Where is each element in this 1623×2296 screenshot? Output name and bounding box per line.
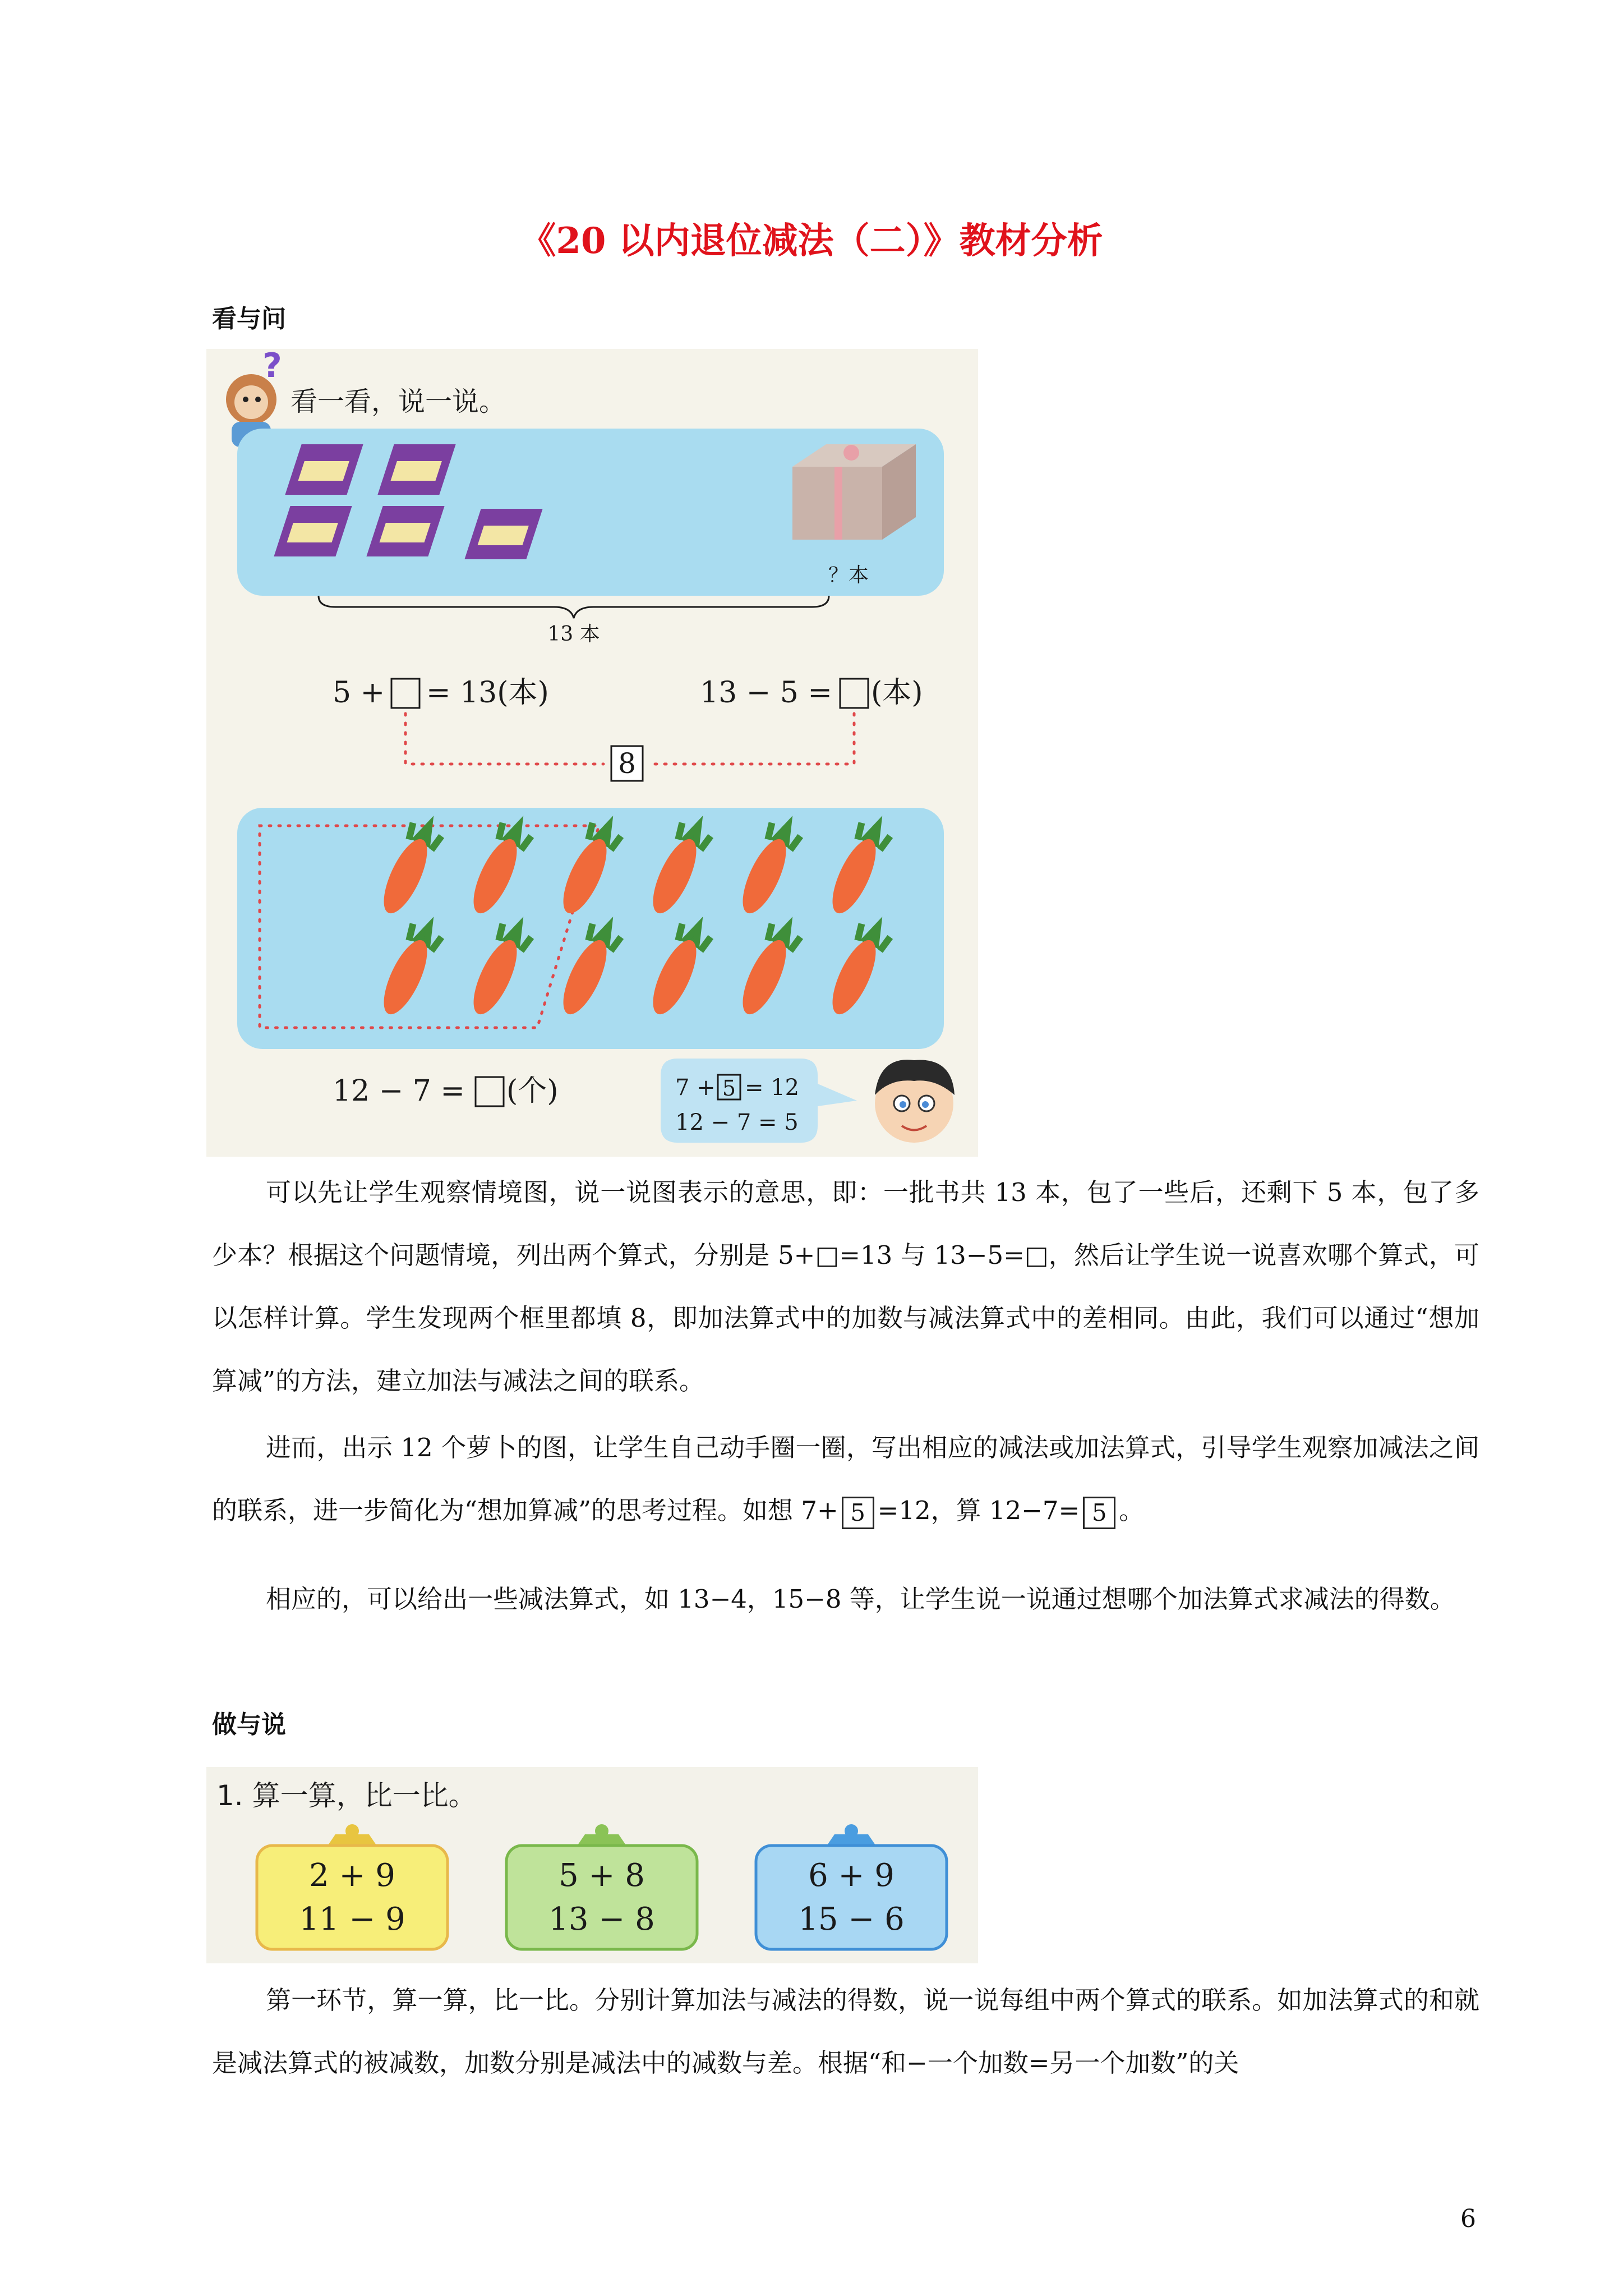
- card-equation-1: 5 + 8: [559, 1857, 645, 1894]
- figure1-svg: [206, 349, 978, 1157]
- section-heading-do-say: 做与说: [212, 1710, 286, 1739]
- answer-value: 8: [618, 747, 636, 780]
- eq-add-right: = 13(本): [426, 676, 549, 710]
- figure2-svg: [206, 1767, 978, 1963]
- svg-text:?: ?: [262, 349, 282, 385]
- card-equation-2: 15 − 6: [798, 1901, 905, 1938]
- card-equation-1: 2 + 9: [309, 1857, 395, 1894]
- eq-carrot-box: [476, 1077, 504, 1106]
- bubble-line1-left: 7 +: [675, 1075, 716, 1101]
- card-tab-knob: [345, 1824, 359, 1838]
- bubble-line1-right: = 12: [745, 1075, 800, 1101]
- page-number: 6: [1460, 2205, 1476, 2233]
- eq-add-box: [391, 679, 419, 708]
- p2-text-b: =12，算 12−7=: [877, 1496, 1080, 1525]
- calc-card-3: [756, 1824, 947, 1949]
- card-equation-1: 6 + 9: [808, 1857, 895, 1894]
- calc-card-2: [506, 1824, 697, 1949]
- boy-face-icon: [875, 1060, 955, 1143]
- card-equation-2: 13 − 8: [548, 1901, 655, 1938]
- paragraph-analysis-2: [212, 1416, 1479, 1542]
- p2-inline-box-2: 5: [1083, 1497, 1115, 1529]
- section-heading-look-ask: 看与问: [212, 305, 286, 333]
- p2-text-c: 。: [1119, 1496, 1145, 1525]
- textbook-figure-compute-compare: [206, 1767, 978, 1963]
- connector-right: [651, 714, 854, 764]
- eq-carrot-right: (个): [506, 1074, 559, 1108]
- eq-sub-right: (本): [871, 676, 923, 710]
- connector-left: [405, 714, 603, 764]
- gift-box-icon: [792, 444, 916, 540]
- bubble-box-value: 5: [722, 1076, 736, 1101]
- paragraph-analysis-3: 相应的，可以给出一些减法算式，如 13−4，15−8 等，让学生说一说通过想哪个加法算式求减法的得数。: [266, 1584, 1455, 1614]
- textbook-figure-books-carrots: [206, 349, 978, 1157]
- page-title: 《20 以内退位减法（二）》教材分析: [520, 220, 1103, 262]
- paragraph-analysis-1: 可以先让学生观察情境图，说一说图表示的意思，即：一批书共 13 本，包了一些后，还剩下 5 本，包了多少本？根据这个问题情境，列出两个算式，分别是 5+□=13 与 13−5=□，然后让学生说一说喜欢哪个算式，可以怎样计算。学生发现两个框里都填 8，即加法算式中的加数与减法算式中的差相同。由此，我们可以通过“想加算减”的方法，建立加法与减法之间的联系。: [212, 1177, 1479, 1396]
- p2-text-a: 进而，出示 12 个萝卜的图，让学生自己动手圈一圈，写出相应的减法或加法算式，引导学生观察加减法之间的联系，进一步简化为“想加算减”的思考过程。如想 7+: [212, 1433, 1479, 1525]
- total-brace: [319, 596, 829, 618]
- p2-inline-box-1: 5: [842, 1497, 874, 1529]
- figure1-prompt: 看一看，说一说。: [291, 386, 506, 417]
- figure2-prompt: 1. 算一算，比一比。: [216, 1779, 477, 1812]
- eq-carrot-left: 12 − 7 =: [333, 1074, 465, 1108]
- card-equation-2: 11 − 9: [299, 1901, 405, 1938]
- bubble-line2: 12 − 7 = 5: [675, 1110, 799, 1135]
- paragraph-analysis-4: 第一环节，算一算，比一比。分别计算加法与减法的得数，说一说每组中两个算式的联系。如加法算式的和就是减法算式的被减数，加数分别是减法中的减数与差。根据“和−一个加数=另一个加数”的关: [212, 1985, 1479, 2078]
- eq-add-left: 5 +: [333, 676, 385, 710]
- eq-sub-box: [840, 679, 868, 708]
- card-tab-knob: [845, 1824, 858, 1838]
- card-tab-knob: [595, 1824, 608, 1838]
- box-unknown-label: ？本: [828, 564, 869, 587]
- books-total-label: 13 本: [547, 623, 600, 646]
- eq-sub-left: 13 − 5 =: [700, 676, 832, 710]
- calc-card-1: [257, 1824, 448, 1949]
